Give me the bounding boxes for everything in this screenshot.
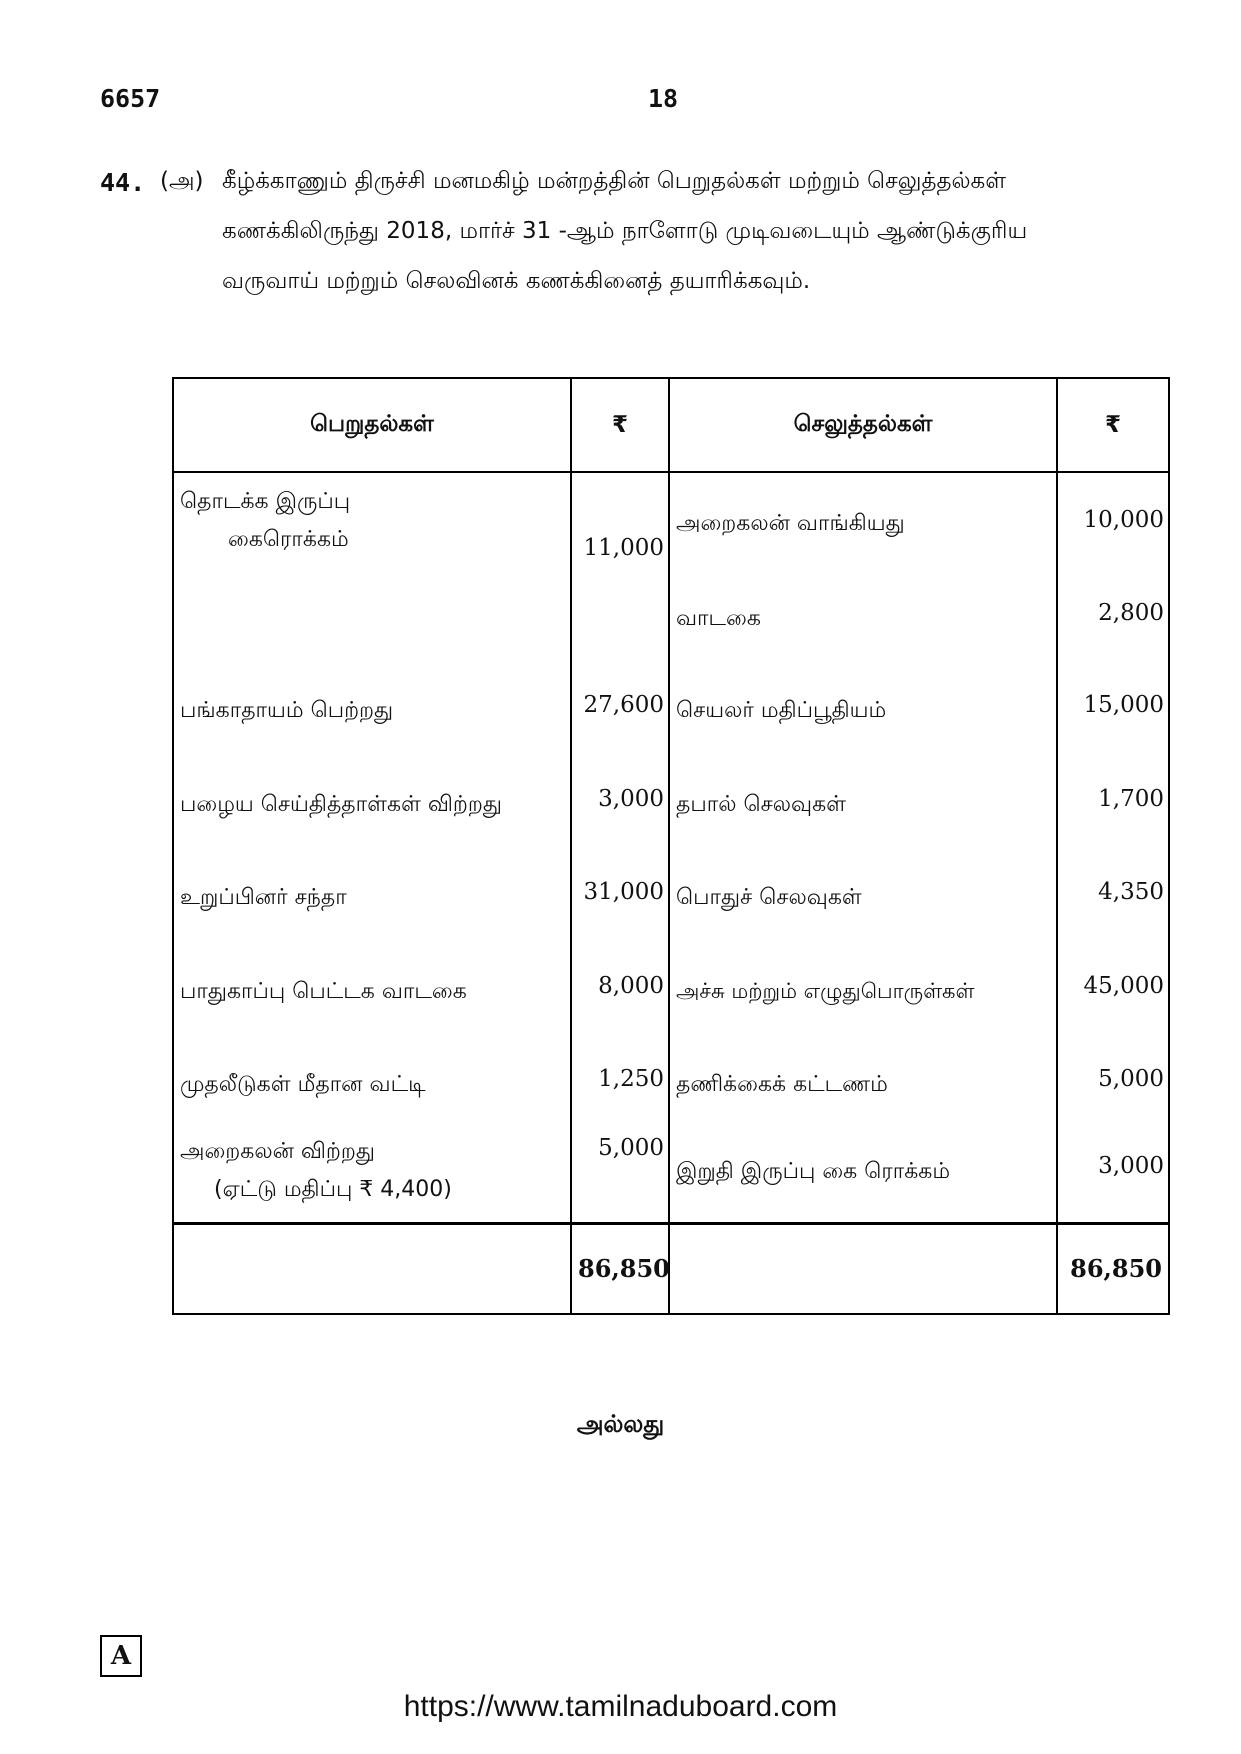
payments-amount-header: ₹ bbox=[1057, 378, 1169, 472]
payment-amount: 10,000 bbox=[1057, 472, 1169, 584]
receipts-header: பெறுதல்கள் bbox=[173, 378, 571, 472]
receipt-amount: 8,000 bbox=[571, 961, 669, 1054]
table-row bbox=[173, 584, 1169, 680]
receipt-label: முதலீடுகள் மீதான வட்டி bbox=[173, 1054, 571, 1129]
total-payments: 86,850 bbox=[1057, 1223, 1169, 1314]
receipt-amount: 11,000 bbox=[571, 472, 669, 584]
receipt-label: பங்காதாயம் பெற்றது bbox=[173, 680, 571, 774]
question-text-line-1: கீழ்க்காணும் திருச்சி மனமகிழ் மன்றத்தின் பெறுதல்கள் மற்றும் செலுத்தல்கள் bbox=[222, 168, 1007, 194]
receipt-amount: 5,000 bbox=[571, 1129, 669, 1223]
table-row bbox=[173, 472, 1169, 584]
receipt-label: பாதுகாப்பு பெட்டக வாடகை bbox=[173, 961, 571, 1054]
table-header-row bbox=[173, 378, 1169, 472]
total-receipts-label-cell bbox=[173, 1223, 571, 1314]
payment-label: இறுதி இருப்பு கை ரொக்கம் bbox=[669, 1129, 1057, 1223]
receipt-label-text: அறைகலன் விற்றது bbox=[180, 1139, 375, 1164]
payment-label: தபால் செலவுகள் bbox=[669, 774, 1057, 867]
website-footer-link[interactable]: https://www.tamilnaduboard.com bbox=[403, 1690, 838, 1723]
payment-amount: 5,000 bbox=[1057, 1054, 1169, 1129]
payment-label: அச்சு மற்றும் எழுதுபொருள்கள் bbox=[669, 961, 1057, 1054]
payment-label: பொதுச் செலவுகள் bbox=[669, 867, 1057, 961]
payment-label: தணிக்கைக் கட்டணம் bbox=[669, 1054, 1057, 1129]
receipts-amount-header: ₹ bbox=[571, 378, 669, 472]
payment-amount: 4,350 bbox=[1057, 867, 1169, 961]
question-number: 44. bbox=[100, 168, 146, 197]
receipt-amount: 31,000 bbox=[571, 867, 669, 961]
total-row bbox=[173, 1223, 1169, 1314]
question-paper-code: 6657 bbox=[100, 84, 161, 113]
receipt-label: பழைய செய்தித்தாள்கள் விற்றது bbox=[173, 774, 571, 867]
total-receipts: 86,850 bbox=[571, 1223, 669, 1314]
receipt-amount: 3,000 bbox=[571, 774, 669, 867]
receipt-sub-label: (ஏட்டு மதிப்பு ₹ 4,400) bbox=[214, 1177, 452, 1202]
page-number: 18 bbox=[648, 84, 679, 113]
or-separator: அல்லது bbox=[576, 1410, 665, 1438]
receipts-payments-table bbox=[172, 377, 1170, 1315]
total-payments-label-cell bbox=[669, 1223, 1057, 1314]
question-text-line-3: வருவாய் மற்றும் செலவினக் கணக்கினைத் தயாரிக்கவும். bbox=[222, 268, 811, 294]
payment-label: அறைகலன் வாங்கியது bbox=[669, 472, 1057, 584]
receipt-label: உறுப்பினர் சந்தா bbox=[173, 867, 571, 961]
table-row bbox=[173, 961, 1169, 1054]
table-row bbox=[173, 1129, 1169, 1223]
table-row bbox=[173, 774, 1169, 867]
receipt-label bbox=[173, 472, 571, 584]
receipt-label bbox=[173, 1129, 571, 1223]
payment-amount: 45,000 bbox=[1057, 961, 1169, 1054]
payment-amount: 1,700 bbox=[1057, 774, 1169, 867]
question-part-label: (அ) bbox=[160, 168, 204, 194]
payment-amount: 15,000 bbox=[1057, 680, 1169, 774]
table-row bbox=[173, 1054, 1169, 1129]
receipt-amount bbox=[571, 584, 669, 680]
receipt-label-text: தொடக்க இருப்பு bbox=[180, 489, 351, 514]
series-letter-box: A bbox=[100, 1635, 142, 1677]
receipt-label bbox=[173, 584, 571, 680]
receipt-sub-label: கைரொக்கம் bbox=[228, 527, 349, 552]
table-row bbox=[173, 680, 1169, 774]
payment-amount: 2,800 bbox=[1057, 584, 1169, 680]
question-text-line-2: கணக்கிலிருந்து 2018, மார்ச் 31 -ஆம் நாளோடு முடிவடையும் ஆண்டுக்குரிய bbox=[222, 218, 1028, 244]
receipt-amount: 1,250 bbox=[571, 1054, 669, 1129]
payments-header: செலுத்தல்கள் bbox=[669, 378, 1057, 472]
receipt-amount: 27,600 bbox=[571, 680, 669, 774]
payment-label: செயலர் மதிப்பூதியம் bbox=[669, 680, 1057, 774]
payment-label: வாடகை bbox=[669, 584, 1057, 680]
table-row bbox=[173, 867, 1169, 961]
payment-amount: 3,000 bbox=[1057, 1129, 1169, 1223]
